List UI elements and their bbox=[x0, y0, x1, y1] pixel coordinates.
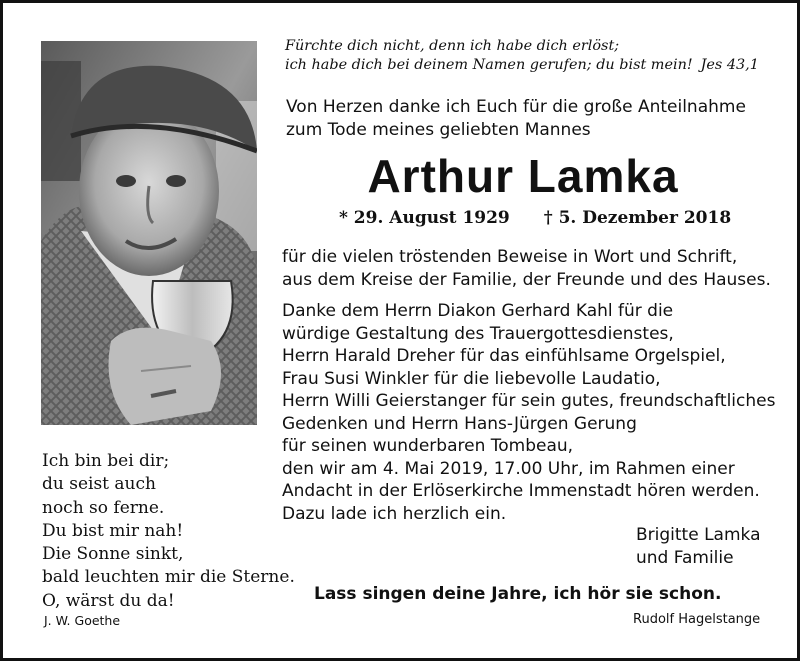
deceased-name: Arthur Lamka bbox=[367, 150, 679, 202]
poem-author: J. W. Goethe bbox=[44, 613, 121, 628]
verse-line-1: Fürchte dich nicht, denn ich habe dich erlöst; bbox=[285, 38, 620, 54]
acknowledgement-line: den wir am 4. Mai 2019, 17.00 Uhr, im Rahmen einer bbox=[282, 458, 735, 479]
acknowledgement-line: würdige Gestaltung des Trauergottesdienstes, bbox=[282, 323, 674, 344]
life-dates bbox=[339, 206, 739, 230]
acknowledgements-text bbox=[282, 300, 792, 525]
acknowledgement-line: Danke dem Herrn Diakon Gerhard Kahl für die bbox=[282, 301, 674, 321]
poem-line: Du bist mir nah! bbox=[42, 520, 184, 541]
birth-date: * 29. August 1929 bbox=[339, 208, 510, 228]
acknowledgement-line: Andacht in der Erlöserkirche Immenstadt hören werden. bbox=[282, 481, 760, 501]
acknowledgement-line: Dazu lade ich herzlich ein. bbox=[282, 503, 507, 524]
poem-line: Ich bin bei dir; bbox=[42, 451, 170, 471]
closing-quote: Lass singen deine Jahre, ich hör sie schon. bbox=[314, 584, 722, 604]
closing-quote-author: Rudolf Hagelstange bbox=[633, 612, 761, 627]
portrait-photo-icon bbox=[41, 41, 257, 425]
poem-line: noch so ferne. bbox=[42, 497, 165, 518]
acknowledgement-line: für seinen wunderbaren Tombeau, bbox=[282, 436, 574, 456]
poem-line: Die Sonne sinkt, bbox=[42, 544, 184, 565]
bible-verse bbox=[285, 37, 785, 75]
death-date: † 5. Dezember 2018 bbox=[543, 208, 732, 228]
signature bbox=[636, 524, 786, 570]
goethe-poem bbox=[42, 450, 302, 613]
poem-line: O, wärst du da! bbox=[42, 590, 175, 611]
signature-line-2: und Familie bbox=[636, 548, 734, 568]
poem-line: bald leuchten mir die Sterne. bbox=[42, 567, 295, 588]
verse-line-2-text: ich habe dich bei deinem Namen gerufen; du bist mein! bbox=[285, 57, 693, 73]
verse-line-2 bbox=[285, 56, 785, 75]
acknowledgement-line: Herrn Harald Dreher für das einfühlsame Orgelspiel, bbox=[282, 346, 726, 366]
thanks-line: aus dem Kreise der Familie, der Freunde und des Hauses. bbox=[282, 270, 771, 290]
acknowledgement-line: Herrn Willi Geierstanger für sein gutes, freundschaftliches bbox=[282, 391, 776, 411]
poem-line: du seist auch bbox=[42, 474, 156, 495]
intro-line-2: zum Tode meines geliebten Mannes bbox=[286, 120, 591, 140]
portrait-photo bbox=[41, 41, 257, 425]
acknowledgement-line: Frau Susi Winkler für die liebevolle Laudatio, bbox=[282, 368, 661, 389]
acknowledgement-line: Gedenken und Herrn Hans-Jürgen Gerung bbox=[282, 413, 637, 434]
intro-text bbox=[286, 96, 786, 142]
signature-line-1: Brigitte Lamka bbox=[636, 525, 761, 545]
thanks-line: für die vielen tröstenden Beweise in Wort und Schrift, bbox=[282, 247, 738, 267]
intro-line-1: Von Herzen danke ich Euch für die große Anteilnahme bbox=[286, 97, 746, 117]
thanks-text bbox=[282, 246, 792, 292]
verse-reference: Jes 43,1 bbox=[700, 57, 759, 73]
